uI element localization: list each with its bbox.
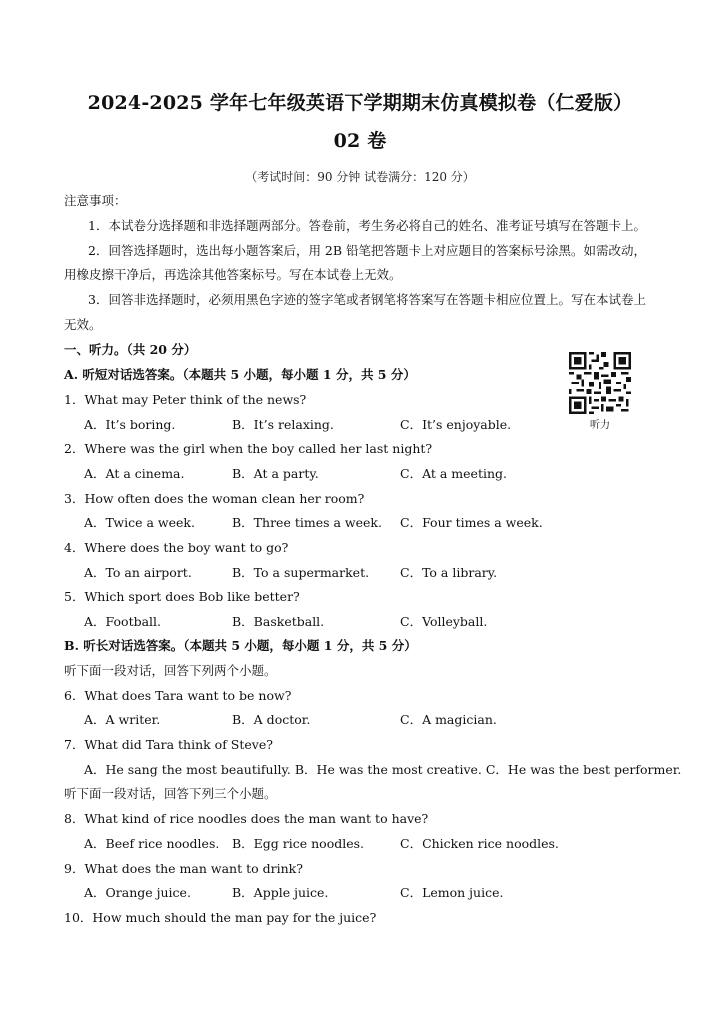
q5-option-b: B．Basketball.: [232, 614, 325, 629]
listening-instruction-1: 听下面一段对话，回答下列两个小题。: [64, 663, 277, 678]
note-item-3-cont: 无效。: [64, 317, 102, 332]
q7-options: A．He sang the most beautifully. B．He was the most creative. C．He was the best performer.: [84, 762, 682, 777]
q2-option-c: C．At a meeting.: [400, 466, 507, 481]
exam-info: （考试时间：90 分钟 试卷满分：120 分）: [245, 170, 475, 184]
question-9: 9．What does the man want to drink?: [64, 861, 303, 876]
q2-option-a: A．At a cinema.: [84, 466, 185, 481]
q5-option-c: C．Volleyball.: [400, 614, 488, 629]
question-1: 1．What may Peter think of the news?: [64, 392, 307, 407]
paper-number: 02 卷: [333, 130, 387, 152]
q4-option-a: A．To an airport.: [84, 565, 192, 580]
q8-option-c: C．Chicken rice noodles.: [400, 836, 559, 851]
q8-option-a: A．Beef rice noodles.: [84, 836, 220, 851]
q3-option-b: B．Three times a week.: [232, 515, 382, 530]
question-5: 5．Which sport does Bob like better?: [64, 589, 300, 604]
page-title: 2024-2025 学年七年级英语下学期期末仿真模拟卷（仁爱版）: [87, 92, 633, 114]
question-2: 2．Where was the girl when the boy called her last night?: [64, 441, 433, 456]
question-3: 3．How often does the woman clean her room?: [64, 491, 365, 506]
listening-instruction-2: 听下面一段对话，回答下列三个小题。: [64, 786, 277, 801]
question-7: 7．What did Tara think of Steve?: [64, 737, 273, 752]
q2-option-b: B．At a party.: [232, 466, 319, 481]
note-item-2-cont: 用橡皮擦干净后，再选涂其他答案标号。写在本试卷上无效。: [64, 267, 402, 282]
question-4: 4．Where does the boy want to go?: [64, 540, 289, 555]
note-item-1: 1．本试卷分选择题和非选择题两部分。答卷前，考生务必将自己的姓名、准考证号填写在答题卡上。: [88, 218, 646, 233]
q3-option-c: C．Four times a week.: [400, 515, 543, 530]
qr-label: 听力: [590, 420, 610, 431]
part-b-heading: B. 听长对话选答案。（本题共 5 小题，每小题 1 分，共 5 分）: [64, 638, 417, 653]
q6-option-b: B．A doctor.: [232, 712, 311, 727]
q6-option-c: C．A magician.: [400, 712, 497, 727]
q9-option-a: A．Orange juice.: [84, 885, 191, 900]
q6-option-a: A．A writer.: [84, 712, 161, 727]
q4-option-b: B．To a supermarket.: [232, 565, 370, 580]
q4-option-c: C．To a library.: [400, 565, 498, 580]
q5-option-a: A．Football.: [84, 614, 162, 629]
q1-option-c: C．It’s enjoyable.: [400, 417, 512, 432]
q9-option-b: B．Apple juice.: [232, 885, 329, 900]
note-item-2: 2．回答选择题时，选出每小题答案后，用 2B 铅笔把答题卡上对应题目的答案标号涂黑。如需改动，: [88, 243, 647, 258]
notes-heading: 注意事项：: [64, 193, 127, 208]
note-item-3: 3．回答非选择题时，必须用黑色字迹的签字笔或者钢笔将答案写在答题卡相应位置上。写在本试卷上: [88, 292, 646, 307]
question-10: 10．How much should the man pay for the juice?: [64, 910, 377, 925]
section-heading: 一、听力。（共 20 分）: [64, 342, 197, 357]
question-8: 8．What kind of rice noodles does the man want to have?: [64, 811, 429, 826]
q1-option-b: B．It’s relaxing.: [232, 417, 334, 432]
q3-option-a: A．Twice a week.: [84, 515, 195, 530]
question-6: 6．What does Tara want to be now?: [64, 688, 292, 703]
q1-option-a: A．It’s boring.: [84, 417, 176, 432]
q9-option-c: C．Lemon juice.: [400, 885, 504, 900]
q8-option-b: B．Egg rice noodles.: [232, 836, 365, 851]
part-a-heading: A. 听短对话选答案。（本题共 5 小题，每小题 1 分，共 5 分）: [64, 367, 416, 382]
